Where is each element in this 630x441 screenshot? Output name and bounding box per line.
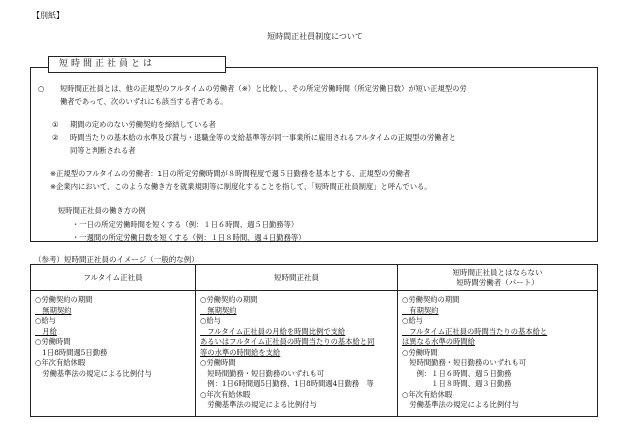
condition-1-text: 期間の定めのない労働契約を締結している者 [70,120,216,129]
table-cell-line: ○労働契約の期間 [200,295,258,304]
reference-title: （参考）短時間正社員のイメージ（一般的な例） [34,255,199,264]
header-part-time [398,268,597,288]
table-cell-line: フルタイム正社員の月給を時間比例で支給 [200,326,346,336]
column-part-time [402,295,547,411]
table-cell-line: 短時間勤務・短日勤務のいずれも可 [402,358,527,367]
table-cell-line: 例：1日6時間週5日勤務、1日8時間週4日勤務 等 [200,379,374,388]
table-cell-line: 短時間勤務・短日勤務のいずれも可 [200,368,325,378]
table-cell-line: 無期契約 [200,305,237,315]
table-cell-line: 1日8時間週5日勤務 [35,347,108,357]
table-cell-line: ○労働時間 [200,358,236,367]
table-cell-line: ○給与 [402,316,423,325]
table-cell-line: 等の水準の時間給を支給 [200,347,281,357]
table-cell-line: 労働基準法の規定による比例付与 [35,368,152,378]
table-cell-line: ○年次有給休暇 [402,389,453,399]
definition-line-1: 短時間正社員とは、他の正規型のフルタイムの労働者（※）と比較し、その所定労働時間（所定労働日数）が短い正規型の労 [60,84,467,93]
table-cell-line: １日８時間、週３日勤務 [402,379,512,388]
table-cell-line: 月給 [35,326,57,336]
header-short-time-label: 短時間正社員 [274,273,319,282]
note-1: ※正規型のフルタイムの労働者：1日の所定労働時間が８時間程度で週５日勤務を基本とする、正規型の労働者 [50,169,411,178]
table-cell-line: ○年次有給休暇 [35,358,86,367]
table-cell-line: あるいはフルタイム正社員の時間当たりの基本給と同 [200,337,375,346]
table-cell-line: 有期契約 [402,305,439,315]
document-title: 短時間正社員制度について [267,32,363,41]
table-cell-line: ○年次有給休暇 [200,389,251,399]
definition-header: 短時間正社員とは [48,56,226,73]
table-cell-line: 労働基準法の規定による比例付与 [402,400,519,409]
example-1: ・一日の所定労働時間を短くする（例：１日６時間、週５日勤務等） [72,220,299,229]
condition-2-text-line-1: 時間当たりの基本給の水準及び賞与・退職金等の支給基準等が同一事業所に雇用されるフルタイムの正規型の労働者と [70,133,457,142]
column-fulltime [35,295,152,379]
table-cell-line: 無期契約 [35,305,72,315]
table-cell-line: は異なる水準の時間給 [402,337,475,346]
definition-line-2: 働者であって、次のいずれにも該当する者である。 [60,97,228,106]
table-cell-line: ○労働時間 [402,347,438,357]
lead-bullet: ○ [38,84,45,93]
table-cell-line: 例：１日６時間、週５日勤務 [402,368,512,378]
header-fulltime [31,273,195,283]
header-part-time-label-2: 短時間労働者（パート） [456,278,539,287]
comparison-table [30,264,598,417]
condition-1-number: ① [52,120,59,129]
condition-2-number: ② [52,133,59,142]
table-cell-line: ○労働契約の期間 [402,295,460,304]
header-part-time-label-1: 短時間正社員とはならない [452,268,543,277]
column-short-time [200,295,374,411]
examples-title: 短時間正社員の働き方の例 [58,206,146,215]
table-cell-line: フルタイム正社員の時間当たりの基本給と [402,326,548,336]
table-cell-line: ○労働契約の期間 [35,295,93,304]
example-2: ・一週間の所定労働日数を短くする（例：１日８時間、週４日勤務等） [72,233,306,242]
attachment-tag: 【別紙】 [32,11,64,20]
header-short-time [196,273,397,283]
table-cell-line: ○給与 [35,316,56,325]
table-cell-line: ○労働時間 [35,337,71,346]
condition-2-text-line-2: 同等と判断される者 [70,146,136,155]
table-cell-line: ○給与 [200,316,221,325]
note-2: ※企業内において、このような働き方を就業規則等に制度化することを指して、「短時間正社員制度」と呼んでいる。 [50,182,432,191]
table-cell-line: 労働基準法の規定による比例付与 [200,400,317,409]
header-fulltime-label: フルタイム正社員 [83,273,143,282]
